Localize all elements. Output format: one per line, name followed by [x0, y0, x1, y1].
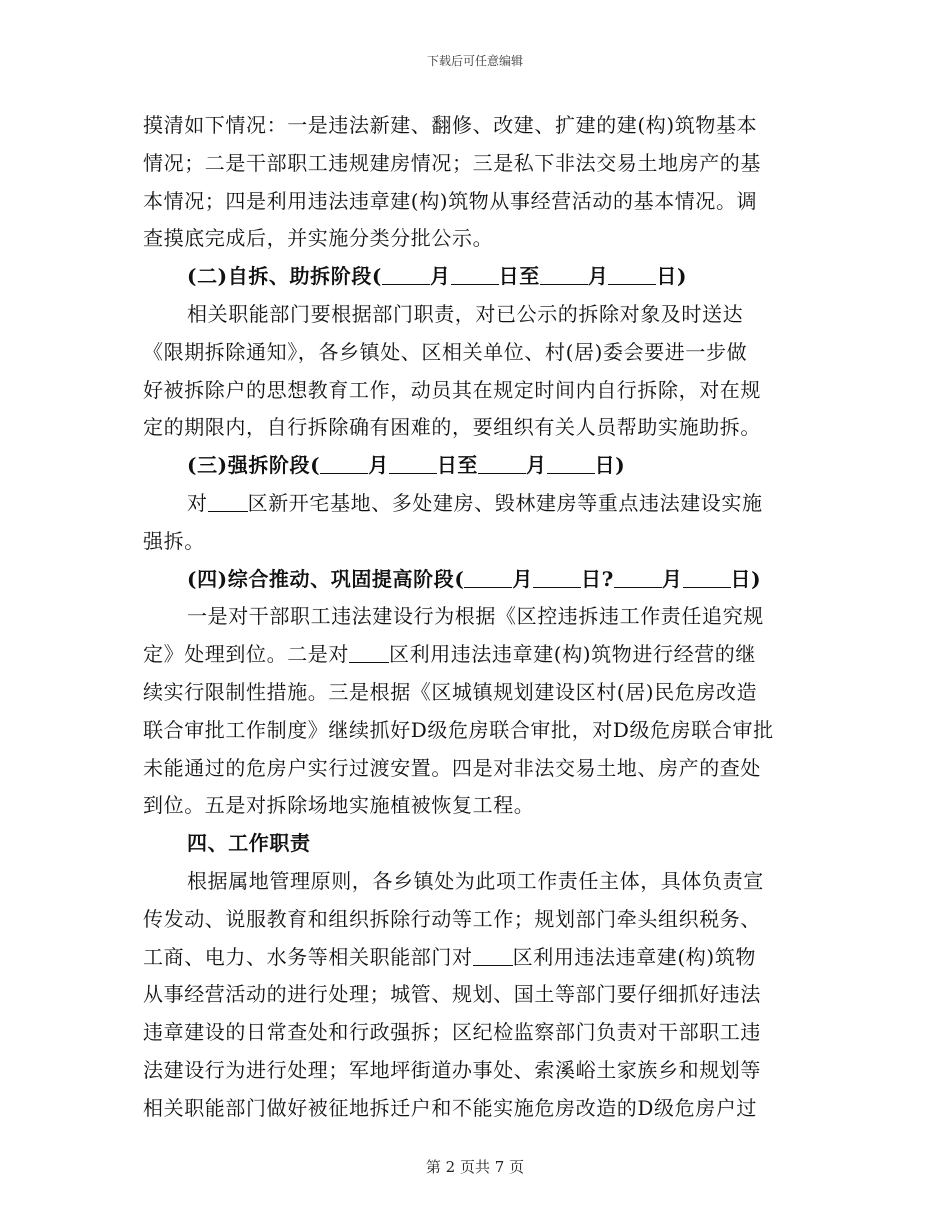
date-blank — [614, 567, 662, 588]
paragraph-line: 相关职能部门要根据部门职责，对已公示的拆除对象及时送达 — [187, 301, 744, 326]
paragraph-line: 定的期限内，自行拆除确有困难的，要组织有关人员帮助实施助拆。 — [143, 415, 761, 440]
paragraph-line: 传发动、说服教育和组织拆除行动等工作；规划部门牵头组织税务、 — [143, 906, 761, 931]
paragraph-line: 法建设行为进行处理；军地坪街道办事处、索溪峪土家族乡和规划等 — [143, 1057, 761, 1082]
paragraph-line: 强拆。 — [143, 528, 205, 553]
paragraph-line: 情况；二是干部职工违规建房情况；三是私下非法交易土地房产的基 — [143, 150, 761, 175]
date-blank — [540, 264, 588, 285]
paragraph-line: 相关职能部门做好被征地拆迁户和不能实施危房改造的D级危房户过 — [143, 1095, 758, 1120]
paragraph-line: 工商、电力、水务等相关职能部门对 区利用违法违章建(构)筑物 — [143, 944, 757, 969]
date-blank — [478, 453, 526, 474]
paragraph-line: 一是对干部职工违法建设行为根据《区控违拆违工作责任追究规 — [187, 604, 764, 629]
date-blank — [533, 567, 581, 588]
region-blank — [473, 945, 513, 966]
date-blank — [451, 264, 499, 285]
date-blank — [320, 453, 368, 474]
date-blank — [608, 264, 656, 285]
paragraph-line: 未能通过的危房户实行过渡安置。四是对非法交易土地、房产的查处 — [143, 755, 761, 780]
date-blank — [389, 453, 437, 474]
region-blank — [349, 642, 389, 663]
paragraph-line: 到位。五是对拆除场地实施植被恢复工程。 — [143, 793, 535, 818]
region-blank — [208, 491, 248, 512]
heading-self-demolition: (二)自拆、助拆阶段( 月 日至 月 日) — [187, 264, 688, 289]
document-body — [143, 107, 811, 1128]
paragraph-line: 本情况；四是利用违法违章建(构)筑物从事经营活动的基本情况。调 — [143, 188, 758, 213]
paragraph-line: 对 区新开宅基地、多处建房、毁林建房等重点违法建设实施 — [187, 490, 763, 515]
page-header: 下载后可任意编辑 — [426, 54, 523, 68]
paragraph-line: 好被拆除户的思想教育工作，动员其在规定时间内自行拆除，对在规 — [143, 377, 761, 402]
paragraph-line: 摸清如下情况：一是违法新建、翻修、改建、扩建的建(构)筑物基本 — [143, 113, 758, 137]
section-title: 四、工作职责 — [187, 831, 311, 856]
paragraph-line: 联合审批工作制度》继续抓好D级危房联合审批，对D级危房联合审批 — [143, 717, 774, 742]
date-blank — [547, 453, 595, 474]
paragraph-line: 查摸底完成后，并实施分类分批公示。 — [143, 226, 494, 251]
paragraph-line: 从事经营活动的进行处理；城管、规划、国土等部门要仔细抓好违法 — [143, 982, 761, 1007]
paragraph-line: 根据属地管理原则，各乡镇处为此项工作责任主体，具体负责宣 — [187, 868, 764, 893]
heading-forced-demolition: (三)强拆阶段( 月 日至 月 日) — [187, 453, 626, 478]
date-blank — [464, 567, 512, 588]
paragraph-line: 违章建设的日常查处和行政强拆；区纪检监察部门负责对干部职工违 — [143, 1020, 761, 1045]
page-footer: 第 2 页共 7 页 — [425, 1158, 525, 1176]
date-blank — [683, 567, 731, 588]
heading-consolidation: (四)综合推动、巩固提高阶段( 月 日? 月 日) — [187, 566, 762, 591]
paragraph-line: 《限期拆除通知》，各乡镇处、区相关单位、村(居)委会要进一步做 — [143, 339, 748, 364]
date-blank — [382, 264, 430, 285]
paragraph-line: 续实行限制性措施。三是根据《区城镇规划建设区村(居)民危房改造 — [143, 679, 758, 704]
paragraph-line: 定》处理到位。二是对 区利用违法违章建(构)筑物进行经营的继 — [143, 642, 757, 667]
